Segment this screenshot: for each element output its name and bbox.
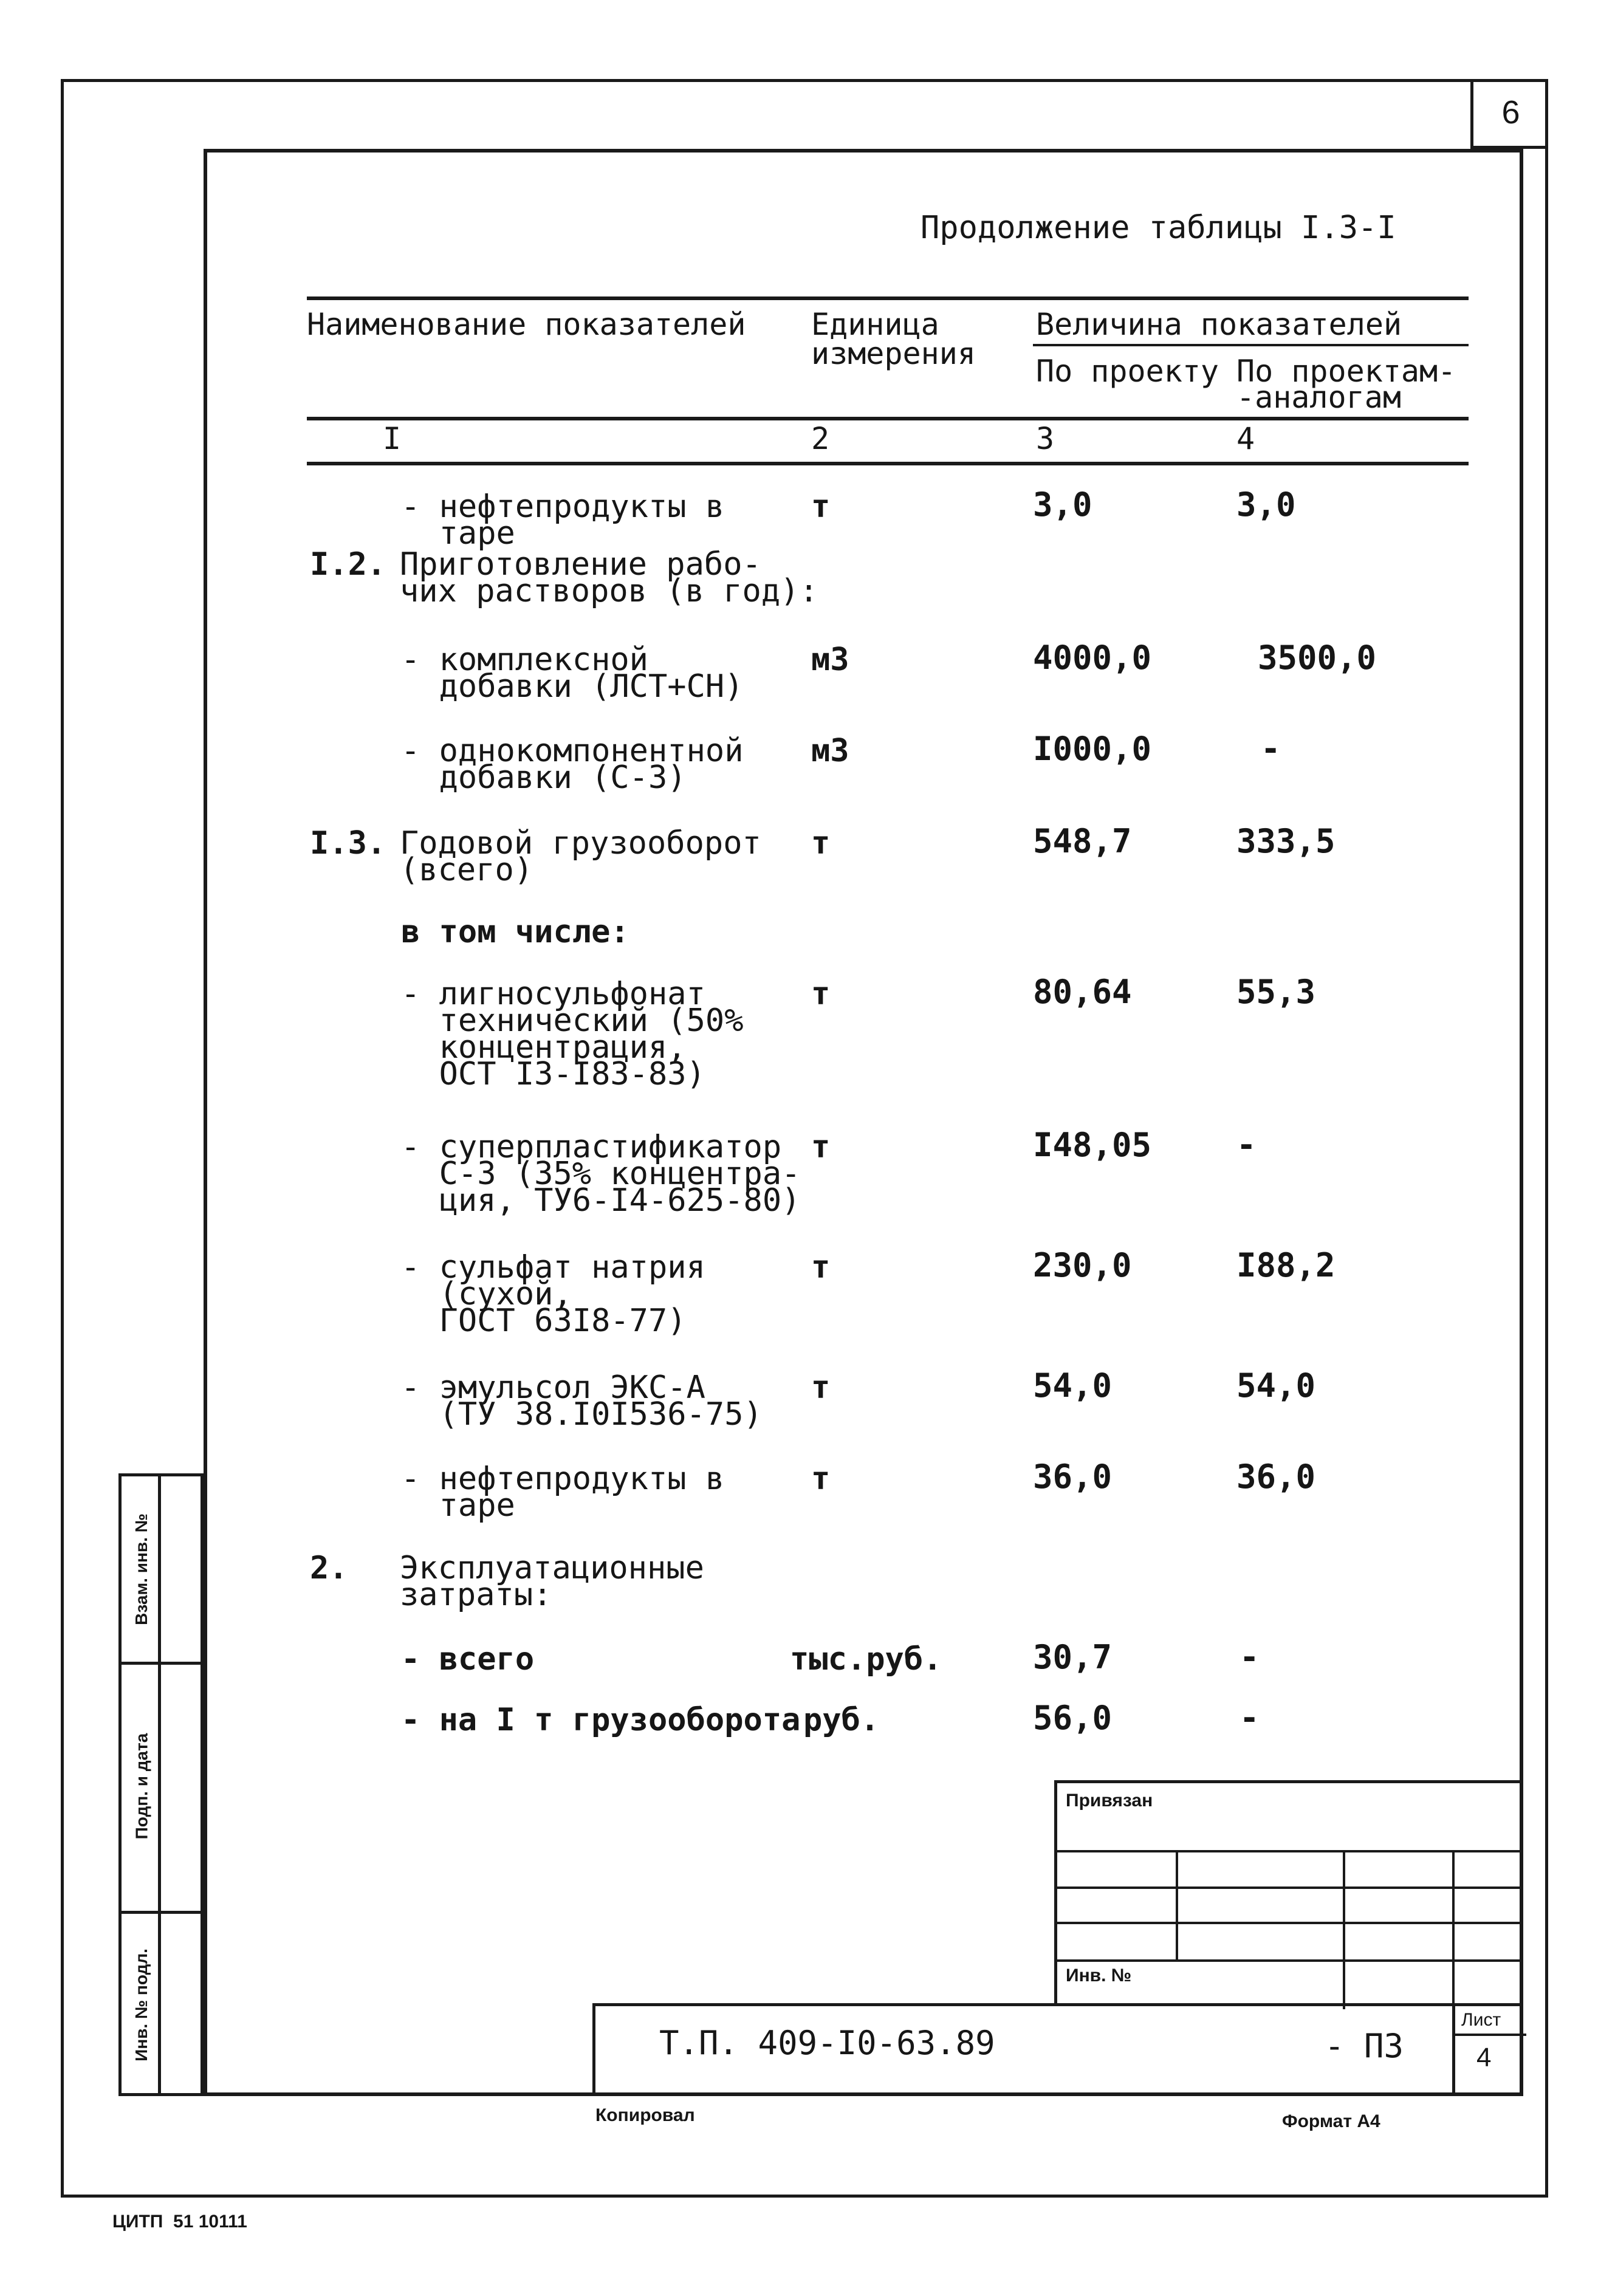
row-label: - суперпластификатор [401,1129,782,1165]
row-unit: т [811,1129,831,1165]
row-project-value: 36,0 [1033,1458,1113,1496]
row-unit: м3 [811,733,849,769]
row-number: I.2. [310,546,386,583]
header-values-group: Величина показателей [1036,307,1402,342]
attachment-stamp [1054,1780,1523,2006]
row-label: - однокомпонентной [401,733,744,769]
row-project-value: 548,7 [1033,822,1132,860]
row-label: добавки (С-3) [401,759,687,796]
row-analog-value: 333,5 [1236,822,1336,860]
row-analog-value: 3500,0 [1258,639,1377,677]
row-label: - всего [401,1641,535,1677]
row-project-value: 80,64 [1033,973,1132,1011]
row-project-value: 230,0 [1033,1246,1132,1284]
row-project-value: 56,0 [1033,1699,1113,1737]
header-col-number-3: 3 [1036,421,1055,456]
row-label: Приготовление рабо- [400,546,761,583]
header-by-analogs-line2: -аналогам [1236,380,1401,415]
row-label: - сульфат натрия [401,1249,705,1286]
row-project-value: 54,0 [1033,1366,1113,1405]
printer-code: ЦИТП 51 10111 [112,2212,247,2232]
row-label: затраты: [400,1577,552,1613]
row-analog-value: 54,0 [1236,1366,1316,1405]
row-project-value: 4000,0 [1033,639,1152,677]
row-label: ОСТ I3-I83-83) [401,1056,705,1092]
header-by-analogs-line1: По проектам- [1236,354,1456,389]
row-project-value: 30,7 [1033,1638,1113,1676]
row-project-value: 3,0 [1033,485,1092,524]
sheet-number: 6 [1501,94,1520,131]
row-project-value: I48,05 [1033,1126,1152,1164]
sheet-number-box [1470,79,1548,149]
row-label: ция, ТУ6-I4-625-80) [401,1182,801,1219]
row-analog-value: - [1240,1638,1260,1676]
header-by-project: По проекту [1036,354,1219,389]
row-analog-value: 55,3 [1236,973,1316,1011]
row-label: - комплексной [401,642,648,678]
row-label: Годовой грузооборот [400,825,761,862]
row-label: добавки (ЛСТ+СН) [401,668,744,705]
row-unit: т [811,1369,831,1406]
row-number: I.3. [310,825,386,862]
header-unit-line2: измерения [811,336,976,371]
row-analog-value: 36,0 [1236,1458,1316,1496]
row-unit: т [811,488,831,525]
title-block [592,2003,1523,2096]
row-label: - эмульсол ЭКС-А [401,1369,705,1406]
row-number: 2. [310,1550,348,1586]
row-analog-value: - [1240,1699,1260,1737]
row-label: - лигносульфонат [401,976,705,1012]
row-label: - нефтепродукты в [401,1461,725,1497]
row-label: (всего) [400,852,533,888]
header-col-number-1: I [383,421,402,456]
sheet-value: 4 [1476,2043,1492,2072]
row-unit: т [811,976,831,1012]
row-label: чих растворов (в год): [400,573,818,609]
row-analog-value: - [1261,730,1281,768]
row-label: концентрация, [401,1029,687,1066]
side-label-vzam: Взам. инв. № [132,1513,151,1625]
row-label: (ТУ 38.I0I536-75) [401,1396,763,1433]
row-unit: т [811,1461,831,1497]
copied-label: Копировал [595,2105,695,2125]
document-section: - ПЗ [1325,2027,1404,2065]
row-analog-value: - [1236,1126,1257,1164]
row-analog-value: I88,2 [1236,1246,1336,1284]
table-continuation-title: Продолжение таблицы I.3-I [921,210,1396,246]
row-label: (сухой, [401,1276,572,1312]
row-unit: тыс.руб. [790,1641,942,1677]
row-unit: т [811,1249,831,1286]
stamp-attached-label: Привязан [1066,1791,1153,1811]
header-col-number-2: 2 [811,421,830,456]
row-unit: м3 [811,642,849,678]
side-approval-column [118,1473,204,2096]
row-label: ГОСТ 63I8-77) [401,1303,687,1339]
header-unit-line1: Единица [811,307,939,342]
row-label: - на I т грузооборота [401,1702,801,1738]
row-label: технический (50% [401,1002,744,1039]
header-col-number-4: 4 [1236,421,1255,456]
document-designation: Т.П. 409-I0-63.89 [659,2024,995,2062]
side-label-podp: Подп. и дата [132,1733,151,1840]
row-label: - нефтепродукты в [401,488,725,525]
row-unit: т [811,825,831,862]
row-unit: руб. [803,1702,880,1738]
format-label: Формат А4 [1282,2111,1380,2131]
side-label-inv-podl: Инв. № подл. [132,1948,151,2061]
sheet-label: Лист [1461,2010,1501,2030]
row-analog-value: 3,0 [1236,485,1296,524]
row-label: Эксплуатационные [400,1550,704,1586]
row-label: таре [401,515,515,552]
row-label: в том числе: [401,914,629,950]
row-project-value: I000,0 [1033,730,1152,768]
stamp-inv-no-label: Инв. № [1066,1965,1132,1986]
header-indicator-name: Наименование показателей [307,307,746,342]
row-label: таре [401,1487,515,1524]
row-label: С-3 (35% концентра- [401,1156,801,1192]
